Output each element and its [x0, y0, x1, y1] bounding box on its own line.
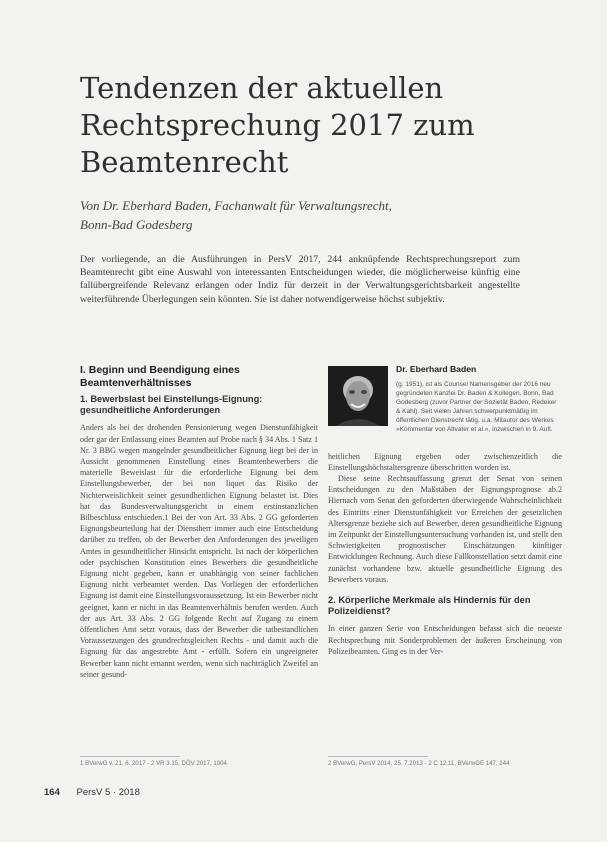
- paragraph: heitlichen Eignung ergeben oder zwischenzeitlich die Einstellungshöchstaltersgrenze überschritten worden ist.: [328, 451, 562, 472]
- article-title: Tendenzen der aktuellen Rechtsprechung 2017 zum Beamtenrecht: [80, 71, 475, 179]
- right-column-body: [328, 451, 562, 585]
- byline-line-2: Bonn-Bad Godesberg: [80, 217, 193, 232]
- article-byline: [80, 196, 540, 234]
- article-intro: Der vorliegende, an die Ausführungen in PersV 2017, 244 anknüpfende Rechtsprechungsreport zum Beamtenrecht gibt eine Auswahl von interessanten Entscheidungen wieder, die möglicherweise künftig eine fallübergreifende Relevanz erlangen oder Indiz für derzeit in der Verwaltungsgerichtsbarkeit angestellte weiterführende Überlegungen sein könnten. Sie ist daher notwendigerweise höchst subjektiv.: [80, 254, 520, 305]
- author-portrait: [328, 366, 388, 426]
- paragraph: In einer ganzen Serie von Entscheidungen befasst sich die neueste Rechtsprechung mit Sonderproblemen der äußeren Erscheinung von Polizeibeamten. Ging es in der Ver-: [328, 624, 562, 656]
- section-heading: I. Beginn und Beendigung eines Beamtenverhältnisses: [80, 364, 240, 389]
- paragraph: Diese seine Rechtsauffassung grenzt der Senat von seinen Entscheidungen zu den Maßstäben der Eignungsprognose ab.2 Hiernach vom Senat den geforderten überwiegende Wahrscheinlichkeit des Eintritts einer Dienstunfähigkeit vor Erreichen der gesetzlichen Altersgrenze beziehe sich auf Bewerber, deren gesundheitliche Eignung im Zeitpunkt der Einstellungsuntersuchung vorhanden ist, und stellt den Schwierigkeiten prognostischer Einschätzungen künftiger Entwicklungen Rechnung. Auch diese Fallkonstellation setzt damit eine zunächst vorhandene bzw. aktuelle gesundheitliche Eignung des Bewerbers voraus.: [328, 473, 562, 584]
- author-name: Dr. Eberhard Baden: [396, 364, 477, 374]
- page-number: 164: [44, 787, 60, 798]
- left-column: [80, 364, 318, 680]
- footnote-divider-right: [328, 756, 428, 757]
- subsection-heading-2: 2. Körperliche Merkmale als Hindernis für den Polizeidienst?: [328, 595, 531, 617]
- left-column-body: [80, 422, 318, 680]
- author-info: [396, 364, 562, 435]
- author-box: [328, 364, 562, 435]
- footnote-right: 2 BVerwG, PersV 2014, 25. 7.2013 - 2 C 12.11, BVerwGE 147, 244: [328, 760, 510, 767]
- page-footer: [44, 787, 140, 798]
- right-column: [328, 364, 562, 657]
- journal-issue: PersV 5 · 2018: [76, 787, 140, 798]
- right-column-body-2: [328, 623, 562, 657]
- subsection-heading-1: 1. Bewerbslast bei Einstellungs-Eignung: gesundheitliche Anforderungen: [80, 394, 263, 416]
- portrait-image: [328, 366, 388, 426]
- footnote-left: 1 BVerwG v. 21. 6. 2017 - 2 VR 3.15, DÖV 2017, 1004: [80, 760, 227, 767]
- author-bio: (g. 1951), ist als Counsel Namensgeber der 2016 neu gegründeten Kanzlei Dr. Baden & Kollegen, Bonn, Bad Godesberg (zuvor Partner der Sozietät Baden, Redeker & Kahl). Seit vielen Jahren schwerpunktmäßig im öffentlichen Dienstrecht tätig, u.a. Mitautor des Werkes »Kommentar von Altvater et al.«, inzwischen in 9. Aufl.: [396, 381, 557, 434]
- footnote-divider-left: [80, 756, 180, 757]
- byline-line-1: Von Dr. Eberhard Baden, Fachanwalt für Verwaltungsrecht,: [80, 198, 392, 213]
- paragraph: Anders als bei der drohenden Pensionierung wegen Dienstunfähigkeit oder gar der Entlassung eines Beamten auf Probe nach § 34 Abs. 1 Satz 1 Nr. 3 BBG wegen mangelnder gesundheitlicher Eignung liegt bei der in Aussicht genommenen Einstellung eines Beamtenbewerbers die materielle Beweislast für die erforderliche Eignung bei dem Einstellungsbewerber, der bei non liquet das Risiko der Nichterweislichkeit seiner gesundheitlichen Eignung belastet ist. Dies hat das Bundesverwaltungsgericht in einem erstinstanzlichen Bilbeschluss entschieden.1 Bei der von Art. 33 Abs. 2 GG geforderten Eignungsbeurteilung hat der Dienstherr immer auch eine Entscheidung darüber zu treffen, ob der Bewerber den Anforderungen des jeweiligen Amtes in gesundheitlicher Hinsicht entspricht. Ist nach der körperlichen oder psychischen Konstitution eines Bewerbers die gesundheitliche Eignung nicht gegeben, kann er unabhängig von seiner fachlichen Eignung nicht verbeamtet werden. Das Vorliegen der erforderlichen Eignung ist damit eine Einstellungsvoraussetzung. Ist ein Bewerber nicht geeignet, kann er nicht in das Beamtenverhältnis berufen werden. Auch der aus Art. 33 Abs. 2 GG folgende Recht auf Zugang zu einem öffentlichen Amt setzt voraus, dass der Bewerber die tatbestandlichen Voraussetzungen des grundrechtsgleichen Rechts - und damit auch die Eignung für das angestrebte Amt - erfüllt. Sofern ein ungeeigneter Bewerber kann nicht ernannt werden, wenn sich nachträglich Zweifel an seiner gesund-: [80, 423, 318, 679]
